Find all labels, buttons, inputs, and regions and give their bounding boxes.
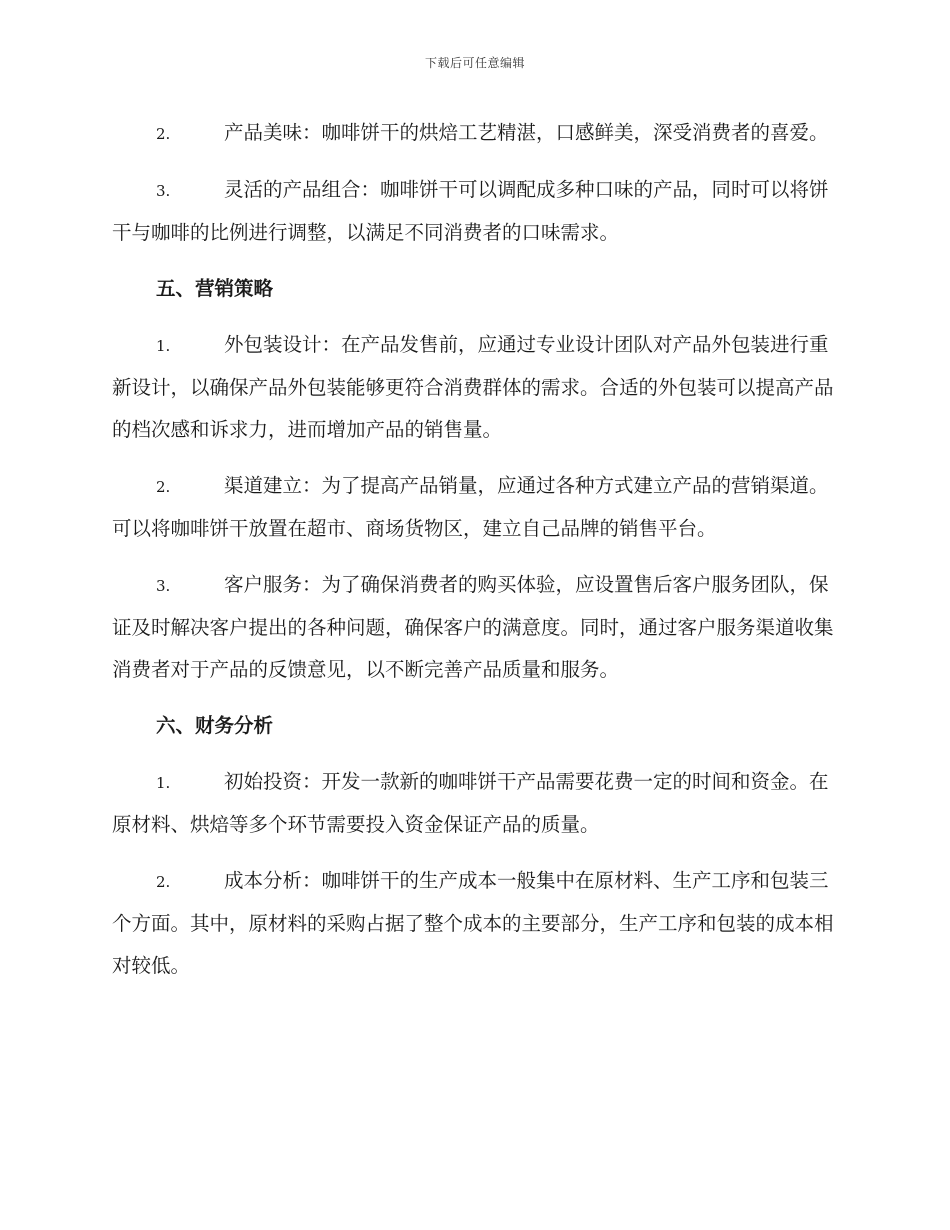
list-item [112,112,837,155]
item-text: 外包装设计：在产品发售前，应通过专业设计团队对产品外包装进行重新设计，以确保产品外包装能够更符合消费群体的需求。合适的外包装可以提高产品的档次感和诉求力，进而增加产品的销售量。 [112,333,834,441]
item-number: 2. [156,125,171,143]
list-item [112,169,837,254]
section-heading-finance: 六、财务分析 [156,714,274,737]
item-number: 1. [156,337,171,355]
list-item [112,860,837,987]
list-item [112,761,837,846]
item-text: 渠道建立：为了提高产品销量，应通过各种方式建立产品的营销渠道。可以将咖啡饼干放置在超市、商场货物区，建立自己品牌的销售平台。 [112,474,829,540]
list-item [112,564,837,691]
document-body [112,112,837,1001]
item-number: 3. [156,577,171,595]
item-number: 3. [156,182,171,200]
list-item [112,465,837,550]
item-text: 产品美味：咖啡饼干的烘焙工艺精湛，口感鲜美，深受消费者的喜爱。 [224,121,829,144]
item-text: 灵活的产品组合：咖啡饼干可以调配成多种口味的产品，同时可以将饼干与咖啡的比例进行调整，以满足不同消费者的口味需求。 [112,178,829,244]
item-text: 客户服务：为了确保消费者的购买体验，应设置售后客户服务团队，保证及时解决客户提出的各种问题，确保客户的满意度。同时，通过客户服务渠道收集消费者对于产品的反馈意见，以不断完善产品质量和服务。 [112,573,834,681]
section-heading-marketing: 五、营销策略 [156,277,274,300]
item-text: 初始投资：开发一款新的咖啡饼干产品需要花费一定的时间和资金。在原材料、烘焙等多个环节需要投入资金保证产品的质量。 [112,770,829,836]
list-item [112,324,837,451]
item-text: 成本分析：咖啡饼干的生产成本一般集中在原材料、生产工序和包装三个方面。其中，原材料的采购占据了整个成本的主要部分，生产工序和包装的成本相对较低。 [112,869,834,977]
item-number: 2. [156,478,171,496]
item-number: 2. [156,873,171,891]
item-number: 1. [156,774,171,792]
page-header-note: 下载后可任意编辑 [424,56,525,70]
